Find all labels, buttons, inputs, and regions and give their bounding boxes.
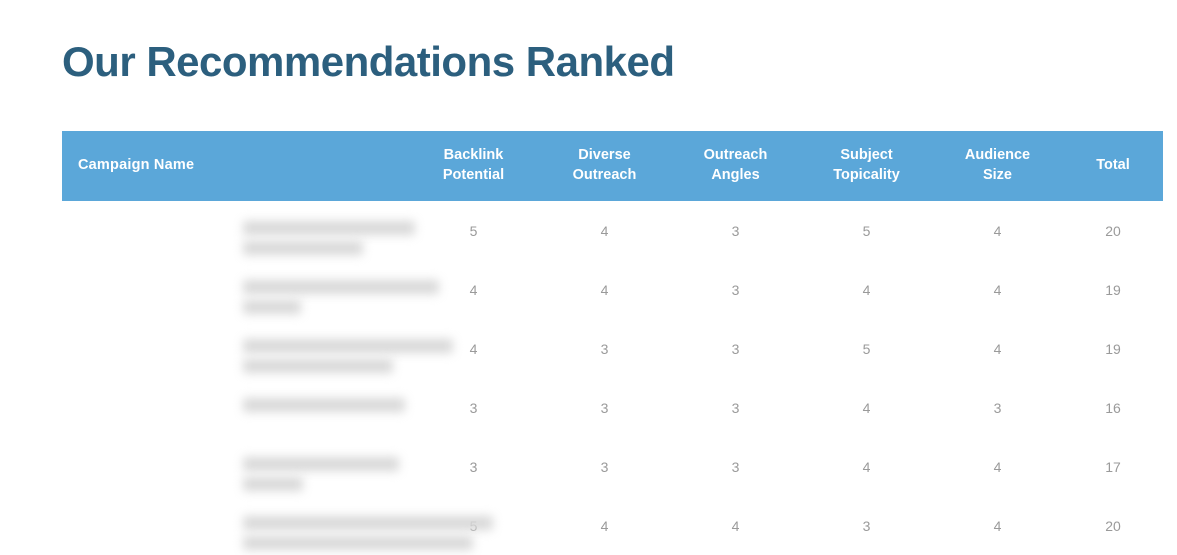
redaction-bar: [243, 300, 301, 314]
cell-audience-size: 4: [993, 517, 1002, 534]
recommendations-table-container: [62, 131, 1130, 555]
redaction-bar: [243, 536, 473, 550]
table-row: [62, 260, 1163, 319]
column-header-line-1: Backlink: [443, 147, 504, 164]
cell-campaign-name: [62, 437, 408, 496]
cell-audience-size: 3: [993, 399, 1002, 416]
cell-campaign-name: [62, 201, 408, 260]
redaction-bar: [243, 477, 303, 491]
cell-campaign-name: [62, 319, 408, 378]
cell-diverse-outreach: 3: [600, 340, 609, 357]
column-header-campaign-name: Campaign Name: [78, 157, 195, 174]
cell-campaign-name: [62, 378, 408, 437]
cell-backlink-potential: 3: [469, 399, 478, 416]
cell-campaign-name: [62, 496, 408, 555]
redaction-bar: [243, 221, 415, 235]
column-header-line-2: Size: [982, 167, 1012, 183]
redaction-bar: [243, 398, 405, 412]
column-header-line-1: Outreach: [703, 147, 768, 164]
cell-total: 19: [1105, 340, 1121, 357]
cell-audience-size: 4: [993, 281, 1002, 298]
column-header-line-2: Topicality: [833, 167, 900, 183]
table-row: [62, 319, 1163, 378]
cell-diverse-outreach: 4: [600, 281, 609, 298]
cell-diverse-outreach: 4: [600, 222, 609, 239]
cell-outreach-angles: 3: [731, 399, 740, 416]
cell-total: 20: [1105, 517, 1121, 534]
cell-outreach-angles: 3: [731, 281, 740, 298]
column-header-line-1: Diverse: [578, 147, 631, 164]
cell-subject-topicality: 4: [862, 281, 871, 298]
cell-audience-size: 4: [993, 340, 1002, 357]
cell-subject-topicality: 3: [862, 517, 871, 534]
table-row: [62, 496, 1163, 555]
cell-outreach-angles: 3: [731, 458, 740, 475]
column-header-line-2: Potential: [442, 167, 505, 183]
table-header-row: [62, 131, 1163, 201]
redaction-bar: [243, 241, 363, 255]
column-header-line-2: Angles: [711, 167, 760, 183]
cell-backlink-potential: 4: [469, 340, 478, 357]
redaction-bar: [243, 359, 393, 373]
cell-diverse-outreach: 3: [600, 458, 609, 475]
cell-diverse-outreach: 4: [600, 517, 609, 534]
cell-campaign-name: [62, 260, 408, 319]
cell-outreach-angles: 4: [731, 517, 740, 534]
redaction-bar: [243, 516, 493, 530]
table-body: [62, 201, 1163, 555]
cell-outreach-angles: 3: [731, 222, 740, 239]
column-header-diverse-outreach: [539, 131, 670, 201]
cell-total: 17: [1105, 458, 1121, 475]
cell-backlink-potential: 3: [469, 458, 478, 475]
table-header: [62, 131, 1163, 201]
column-header-subject-topicality: [801, 131, 932, 201]
redaction-bar: [243, 339, 453, 353]
cell-backlink-potential: 4: [469, 281, 478, 298]
redaction-bar: [243, 457, 399, 471]
cell-subject-topicality: 5: [862, 222, 871, 239]
table-row: [62, 378, 1163, 437]
cell-audience-size: 4: [993, 458, 1002, 475]
page-title: Our Recommendations Ranked: [62, 38, 675, 85]
cell-audience-size: 4: [993, 222, 1002, 239]
column-header-line-1: Audience: [964, 147, 1031, 164]
cell-subject-topicality: 4: [862, 399, 871, 416]
column-header-line-2: Outreach: [572, 167, 637, 183]
cell-diverse-outreach: 3: [600, 399, 609, 416]
column-header-backlink-potential: [408, 131, 539, 201]
table-row: [62, 201, 1163, 260]
recommendations-table: [62, 131, 1163, 555]
redaction-bar: [243, 280, 439, 294]
column-header-line-1: Subject: [840, 147, 893, 164]
table-row: [62, 437, 1163, 496]
cell-backlink-potential: 5: [469, 222, 478, 239]
cell-outreach-angles: 3: [731, 340, 740, 357]
cell-total: 16: [1105, 399, 1121, 416]
cell-total: 19: [1105, 281, 1121, 298]
column-header-outreach-angles: [670, 131, 801, 201]
column-header-total: Total: [1096, 157, 1130, 174]
cell-total: 20: [1105, 222, 1121, 239]
column-header-audience-size: [932, 131, 1063, 201]
cell-subject-topicality: 4: [862, 458, 871, 475]
cell-subject-topicality: 5: [862, 340, 871, 357]
